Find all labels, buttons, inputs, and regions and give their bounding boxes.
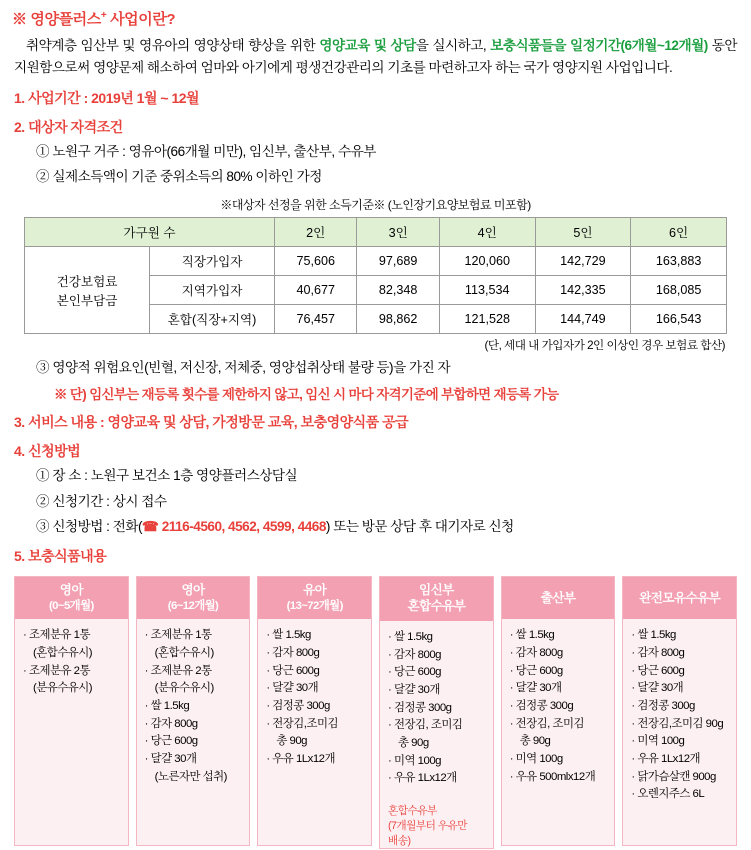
table-header-cell-1: 2인	[275, 217, 357, 246]
title-mark: ※	[12, 11, 27, 28]
intro-line2-highlight: (6개월~12개월)	[620, 38, 708, 53]
food-item: · 감자 800g	[144, 717, 198, 730]
food-item: · 우유 500mlx12개	[509, 770, 596, 783]
intro-line3: 하는 국가 영양지원 사업입니다.	[494, 60, 673, 76]
section-2-heading	[14, 117, 737, 137]
body-sections-cont	[0, 358, 751, 567]
food-item: · 당근 600g	[631, 664, 685, 677]
table-row-1-cell-0: 40,677	[275, 275, 357, 304]
food-card-header	[15, 577, 128, 619]
apply-item-3-pre: ③ 신청방법 : 전화(	[36, 518, 143, 534]
food-item: · 전장김,조미김	[266, 717, 338, 730]
food-card-body	[15, 619, 128, 704]
food-item-note: (분유수유시)	[154, 682, 214, 695]
section-4-number: 4.	[14, 443, 25, 460]
table-row-0-label: 직장가입자	[150, 246, 275, 275]
food-card-body	[380, 621, 493, 794]
food-item-note: 총 90g	[398, 736, 429, 749]
food-item: · 감자 800g	[266, 647, 320, 660]
food-card-body	[258, 619, 371, 774]
section-4-label: 신청방법	[28, 443, 81, 460]
table-row-0-cell-2: 120,060	[439, 246, 535, 275]
table-header-cell-4: 5인	[535, 217, 631, 246]
food-item: · 달걀 30개	[388, 683, 440, 696]
table-row-1-cell-4: 168,085	[631, 275, 727, 304]
section-3-number: 3.	[14, 414, 25, 431]
table-row-2-cell-0: 76,457	[275, 304, 357, 333]
income-table	[24, 217, 727, 334]
food-card-title: 임신부	[419, 583, 454, 598]
food-item: · 감자 800g	[509, 647, 563, 660]
table-row-2-cell-2: 121,528	[439, 304, 535, 333]
food-item: · 쌀 1.5kg	[509, 629, 555, 642]
food-item: · 전장김, 조미김	[388, 719, 463, 732]
food-card-title: 완전모유수유부	[639, 590, 721, 605]
food-item: · 검정콩 300g	[266, 700, 330, 713]
title-text: 영양플러스	[30, 11, 101, 28]
section-2-number: 2.	[14, 119, 25, 136]
food-card-header	[258, 577, 371, 619]
title-superscript: +	[100, 10, 107, 21]
table-row-1-cell-2: 113,534	[439, 275, 535, 304]
food-item: · 조제분유 1통	[144, 629, 212, 642]
food-item-note: (분유수유시)	[33, 682, 93, 695]
food-item: · 달걀 30개	[509, 682, 562, 695]
food-item: · 검정콩 300g	[631, 700, 695, 713]
qualification-item-2: ② 실제소득액이 기준 중위소득의 80% 이하인 가정	[36, 169, 322, 185]
section-1-heading	[14, 88, 737, 108]
food-card-subtitle: 혼합수유부	[407, 599, 466, 614]
phone-number[interactable]: ☎ 2116-4560, 4562, 4599, 4468	[142, 518, 326, 534]
income-table-note: ※대상자 선정을 위한 소득기준※ (노인장기요양보험료 미포함)	[220, 197, 531, 212]
table-row-1-label: 지역가입자	[150, 275, 275, 304]
apply-item-2: ② 신청기간 : 상시 접수	[36, 493, 167, 509]
food-item: · 쌀 1.5kg	[631, 629, 676, 642]
food-card-subtitle: (6~12개월)	[167, 600, 219, 613]
food-card-title: 출산부	[540, 590, 576, 605]
food-card-footnote-line: 혼합수유부	[388, 804, 437, 817]
qualification-item-3: ③ 영양적 위험요인(빈혈, 저신장, 저체중, 영양섭취상태 불량 등)을 가진 자	[36, 359, 451, 375]
food-item: · 감자 800g	[631, 647, 685, 660]
table-row-2-cell-4: 166,543	[631, 304, 727, 333]
food-item: · 닭가슴살캔 900g	[631, 770, 716, 783]
food-card-header	[137, 577, 250, 619]
section-1-number: 1.	[14, 90, 25, 107]
table-group-label-line1: 건강보험료	[56, 274, 118, 289]
food-card-body	[623, 619, 736, 810]
food-item-note: (노른자만 섭취)	[154, 770, 227, 783]
food-item-note: (혼합수유시)	[154, 647, 214, 660]
food-item: · 달걀 30개	[144, 753, 197, 766]
food-item: · 달걀 30개	[631, 682, 684, 695]
food-item: · 검정콩 300g	[509, 700, 574, 713]
intro-line1-highlight: 영양교육 및 상담	[319, 38, 416, 53]
food-item: · 감자 800g	[388, 648, 441, 661]
table-row	[25, 246, 727, 275]
section-1-label: 사업기간 : 2019년 1월 ~ 12월	[28, 90, 200, 107]
intro-line2-b: 동안 지원함으로써 영양문제 해소하여 엄마와 아기에게 평생건강관리의 기초를 마련하고자	[14, 38, 738, 76]
table-header-cell-5: 6인	[631, 217, 727, 246]
food-item: · 조제분유 1통	[23, 629, 90, 642]
intro-paragraph	[0, 33, 751, 79]
food-card-footnote-line: (7개월부터 우유만	[388, 819, 468, 832]
food-item: · 우유 1Lx12개	[631, 753, 701, 766]
food-card-header	[623, 577, 736, 619]
food-package-cards	[0, 568, 751, 849]
food-item: · 검정콩 300g	[388, 701, 452, 714]
food-item: · 미역 100g	[388, 754, 441, 767]
food-card-body	[137, 619, 250, 792]
section-3-label: 서비스 내용 : 영양교육 및 상담, 가정방문 교육, 보충영양식품 공급	[28, 414, 409, 431]
food-item: · 우유 1Lx12개	[388, 772, 457, 785]
section-3-heading	[14, 412, 737, 432]
food-item: · 조제분유 2통	[23, 664, 90, 677]
food-item: · 조제분유 2통	[144, 664, 212, 677]
food-item: · 당근 600g	[266, 664, 320, 677]
food-card-infant-6-12	[136, 576, 251, 846]
food-card-title: 영아	[59, 583, 83, 598]
qualification-item-1: ① 노원구 거주 : 영유아(66개월 미만), 임신부, 출산부, 수유부	[36, 144, 376, 160]
table-row-1-cell-1: 82,348	[357, 275, 439, 304]
food-card-postpartum	[501, 576, 616, 846]
section-2-label: 대상자 자격조건	[28, 119, 123, 136]
food-item: · 당근 600g	[509, 664, 563, 677]
apply-item-3-post: ) 또는 방문 상담 후 대기자로 신청	[325, 518, 514, 534]
table-header-cell-0: 가구원 수	[25, 217, 275, 246]
food-card-toddler-13-72	[257, 576, 372, 846]
section-5-number: 5.	[14, 548, 25, 565]
table-row-0-cell-0: 75,606	[275, 246, 357, 275]
intro-line1-a: 취약계층 임산부 및 영유아의 영양상태 향상을 위한	[26, 38, 320, 53]
food-item-note: 총 90g	[276, 735, 308, 748]
food-card-pregnant-mixed	[379, 576, 494, 849]
food-item: · 미역 100g	[631, 735, 685, 748]
food-item: · 달걀 30개	[266, 682, 319, 695]
food-card-breastfeeding	[622, 576, 737, 846]
income-table-footnote: (단, 세대 내 가입자가 2인 이상인 경우 보험료 합산)	[484, 338, 725, 352]
qualification-warning: ※ 단) 임신부는 재등록 횟수를 제한하지 않고, 임신 시 마다 자격기준에 부합하면 재등록 가능	[54, 387, 559, 403]
table-row-0-cell-3: 142,729	[535, 246, 631, 275]
food-item: · 쌀 1.5kg	[144, 700, 190, 713]
food-item: · 오렌지주스 6L	[631, 788, 705, 801]
table-row-2-cell-1: 98,862	[357, 304, 439, 333]
section-5-label: 보충식품내용	[28, 548, 107, 565]
food-item: · 당근 600g	[144, 735, 198, 748]
food-card-infant-0-5	[14, 576, 129, 846]
intro-line1-b: 을 실시하고,	[415, 38, 491, 53]
title-tail: 사업이란?	[106, 11, 176, 28]
food-item-note: 총 90g	[519, 735, 551, 748]
food-item: · 미역 100g	[509, 753, 563, 766]
food-card-body	[502, 619, 615, 792]
apply-item-1: ① 장 소 : 노원구 보건소 1층 영양플러스상담실	[36, 468, 298, 484]
body-sections	[0, 88, 751, 213]
table-row-2-cell-3: 144,749	[535, 304, 631, 333]
page-title	[0, 0, 751, 33]
income-table-wrapper	[0, 217, 751, 334]
table-header-cell-3: 4인	[439, 217, 535, 246]
food-card-header	[502, 577, 615, 619]
food-item: · 우유 1Lx12개	[266, 753, 336, 766]
section-4-heading	[14, 441, 737, 461]
intro-line1-highlight2: 보충식품들을 일정기간	[490, 38, 621, 53]
table-group-label	[25, 246, 150, 333]
food-item: · 쌀 1.5kg	[266, 629, 311, 642]
table-row-1-cell-3: 142,335	[535, 275, 631, 304]
food-item: · 전장김,조미김 90g	[631, 717, 724, 730]
food-card-subtitle: (0~5개월)	[48, 600, 94, 613]
food-item: · 쌀 1.5kg	[388, 630, 433, 643]
food-card-title: 유아	[303, 583, 327, 598]
table-header-cell-2: 3인	[357, 217, 439, 246]
food-item: · 전장김, 조미김	[509, 717, 584, 730]
table-row-2-label: 혼합(직장+지역)	[150, 304, 275, 333]
food-item: · 당근 600g	[388, 666, 441, 679]
food-card-footnote	[380, 794, 493, 848]
food-item-note: (혼합수유시)	[33, 647, 93, 660]
food-card-footnote-line: 배송)	[388, 834, 411, 847]
section-5-heading	[14, 546, 737, 566]
table-row-0-cell-1: 97,689	[357, 246, 439, 275]
apply-item-3	[14, 517, 737, 537]
table-row-0-cell-4: 163,883	[631, 246, 727, 275]
table-group-label-line2: 본인부담금	[56, 293, 118, 308]
food-card-subtitle: (13~72개월)	[286, 600, 343, 613]
food-card-header	[380, 577, 493, 620]
table-header-row	[25, 217, 727, 246]
food-card-title: 영아	[181, 583, 205, 598]
